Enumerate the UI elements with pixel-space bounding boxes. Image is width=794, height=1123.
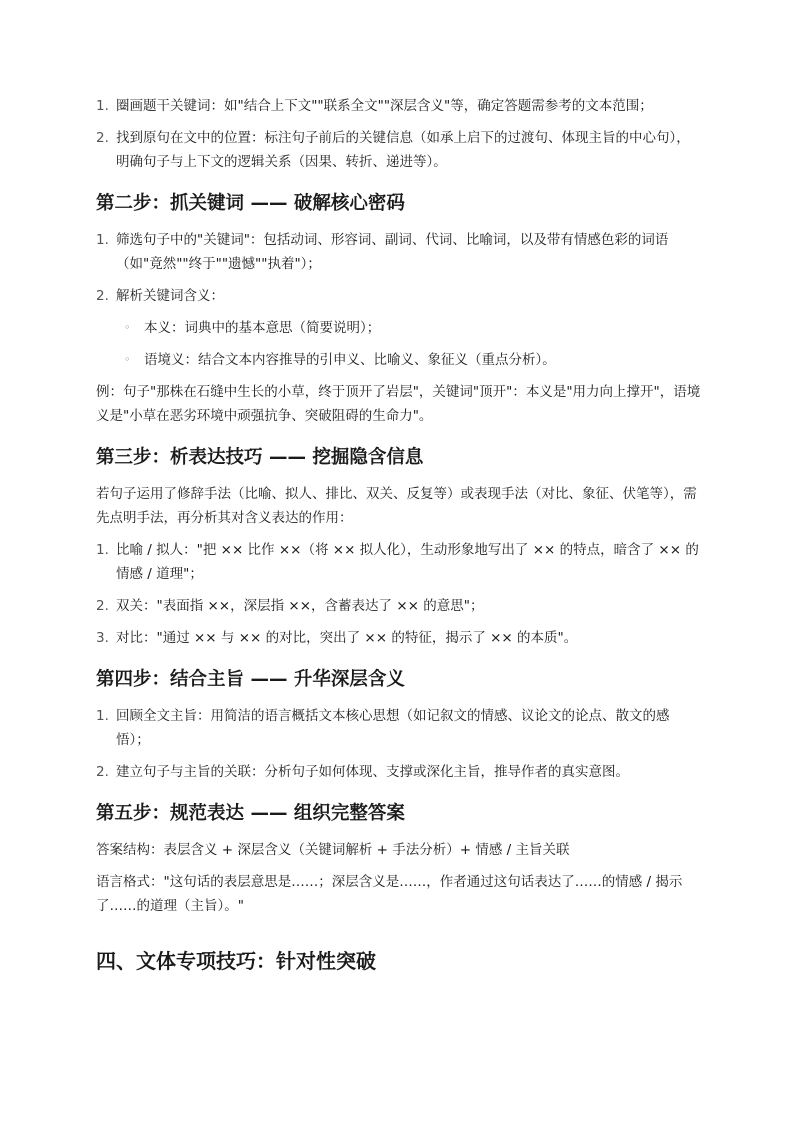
list-item xyxy=(96,594,702,618)
list-item-text: 筛选句子中的"关键词"：包括动词、形容词、副词、代词、比喻词，以及带有情感色彩的词语（如"竟然""终于""遗憾""执着"）； xyxy=(116,232,669,272)
list-item-text: 回顾全文主旨：用简洁的语言概括文本核心思想（如记叙文的情感、议论文的论点、散文的感悟）； xyxy=(116,708,670,748)
list-item xyxy=(96,760,702,784)
list-item-text: 建立句子与主旨的关联：分析句子如何体现、支撑或深化主旨，推导作者的真实意图。 xyxy=(116,764,629,780)
sub-list-item xyxy=(96,316,702,340)
list-item-text: 比喻 / 拟人："把 ×× 比作 ××（将 ×× 拟人化），生动形象地写出了 ×× 的特点，暗含了 ×× 的情感 / 道理"； xyxy=(116,542,699,582)
step2-list xyxy=(96,228,702,308)
list-number: 1. xyxy=(96,232,109,248)
list-item-text: 双关："表面指 ××，深层指 ××，含蓄表达了 ×× 的意思"； xyxy=(116,598,484,614)
step3-list xyxy=(96,538,702,650)
step3-heading: 第三步：析表达技巧 —— 挖掘隐含信息 xyxy=(96,447,424,468)
step4-heading: 第四步：结合主旨 —— 升华深层含义 xyxy=(96,669,405,690)
hollow-bullet-icon: ◦ xyxy=(124,321,131,334)
list-item-text: 找到原句在文中的位置：标注句子前后的关键信息（如承上启下的过渡句、体现主旨的中心句），明确句子与上下文的逻辑关系（因果、转折、递进等）。 xyxy=(116,130,690,170)
list-item-text: 圈画题干关键词：如"结合上下文""联系全文""深层含义"等，确定答题需参考的文本范围； xyxy=(116,98,653,114)
list-number: 2. xyxy=(96,598,109,614)
step1-list xyxy=(96,94,702,174)
sub-list-item-text: 本义：词典中的基本意思（简要说明）； xyxy=(144,320,381,336)
list-item xyxy=(96,284,702,308)
document-content xyxy=(96,94,702,976)
step2-heading: 第二步：抓关键词 —— 破解核心密码 xyxy=(96,193,405,214)
sub-list-item-text: 语境义：结合文本内容推导的引申义、比喻义、象征义（重点分析）。 xyxy=(144,352,556,368)
list-item-text: 解析关键词含义： xyxy=(116,288,224,304)
hollow-bullet-icon: ◦ xyxy=(124,353,131,366)
step3-intro: 若句子运用了修辞手法（比喻、拟人、排比、双关、反复等）或表现手法（对比、象征、伏笔等），需先点明手法，再分析其对含义表达的作用： xyxy=(96,486,697,526)
list-number: 2. xyxy=(96,288,109,304)
list-item xyxy=(96,126,702,174)
list-item xyxy=(96,228,702,276)
list-item xyxy=(96,626,702,650)
list-number: 2. xyxy=(96,764,109,780)
step5-structure: 答案结构：表层含义 + 深层含义（关键词解析 + 手法分析）+ 情感 / 主旨关联 xyxy=(96,842,570,858)
sub-list-item xyxy=(96,348,702,372)
list-item xyxy=(96,94,702,118)
step2-sub-list xyxy=(96,316,702,372)
step5-format: 语言格式："这句话的表层意思是……；深层含义是……，作者通过这句话表达了……的情感 / 揭示了……的道理（主旨）。" xyxy=(96,874,683,914)
list-number: 1. xyxy=(96,708,109,724)
step5-heading: 第五步：规范表达 —— 组织完整答案 xyxy=(96,803,405,824)
step2-example: 例：句子"那株在石缝中生长的小草，终于顶开了岩层"，关键词"顶开"：本义是"用力向上撑开"，语境义是"小草在恶劣环境中顽强抗争、突破阻碍的生命力"。 xyxy=(96,384,701,424)
list-item-text: 对比："通过 ×× 与 ×× 的对比，突出了 ×× 的特征，揭示了 ×× 的本质"。 xyxy=(116,630,578,646)
list-number: 3. xyxy=(96,630,109,646)
section4-heading: 四、文体专项技巧：针对性突破 xyxy=(96,949,376,973)
list-number: 1. xyxy=(96,542,109,558)
list-number: 2. xyxy=(96,130,109,146)
list-item xyxy=(96,538,702,586)
list-item xyxy=(96,704,702,752)
step4-list xyxy=(96,704,702,784)
list-number: 1. xyxy=(96,98,109,114)
